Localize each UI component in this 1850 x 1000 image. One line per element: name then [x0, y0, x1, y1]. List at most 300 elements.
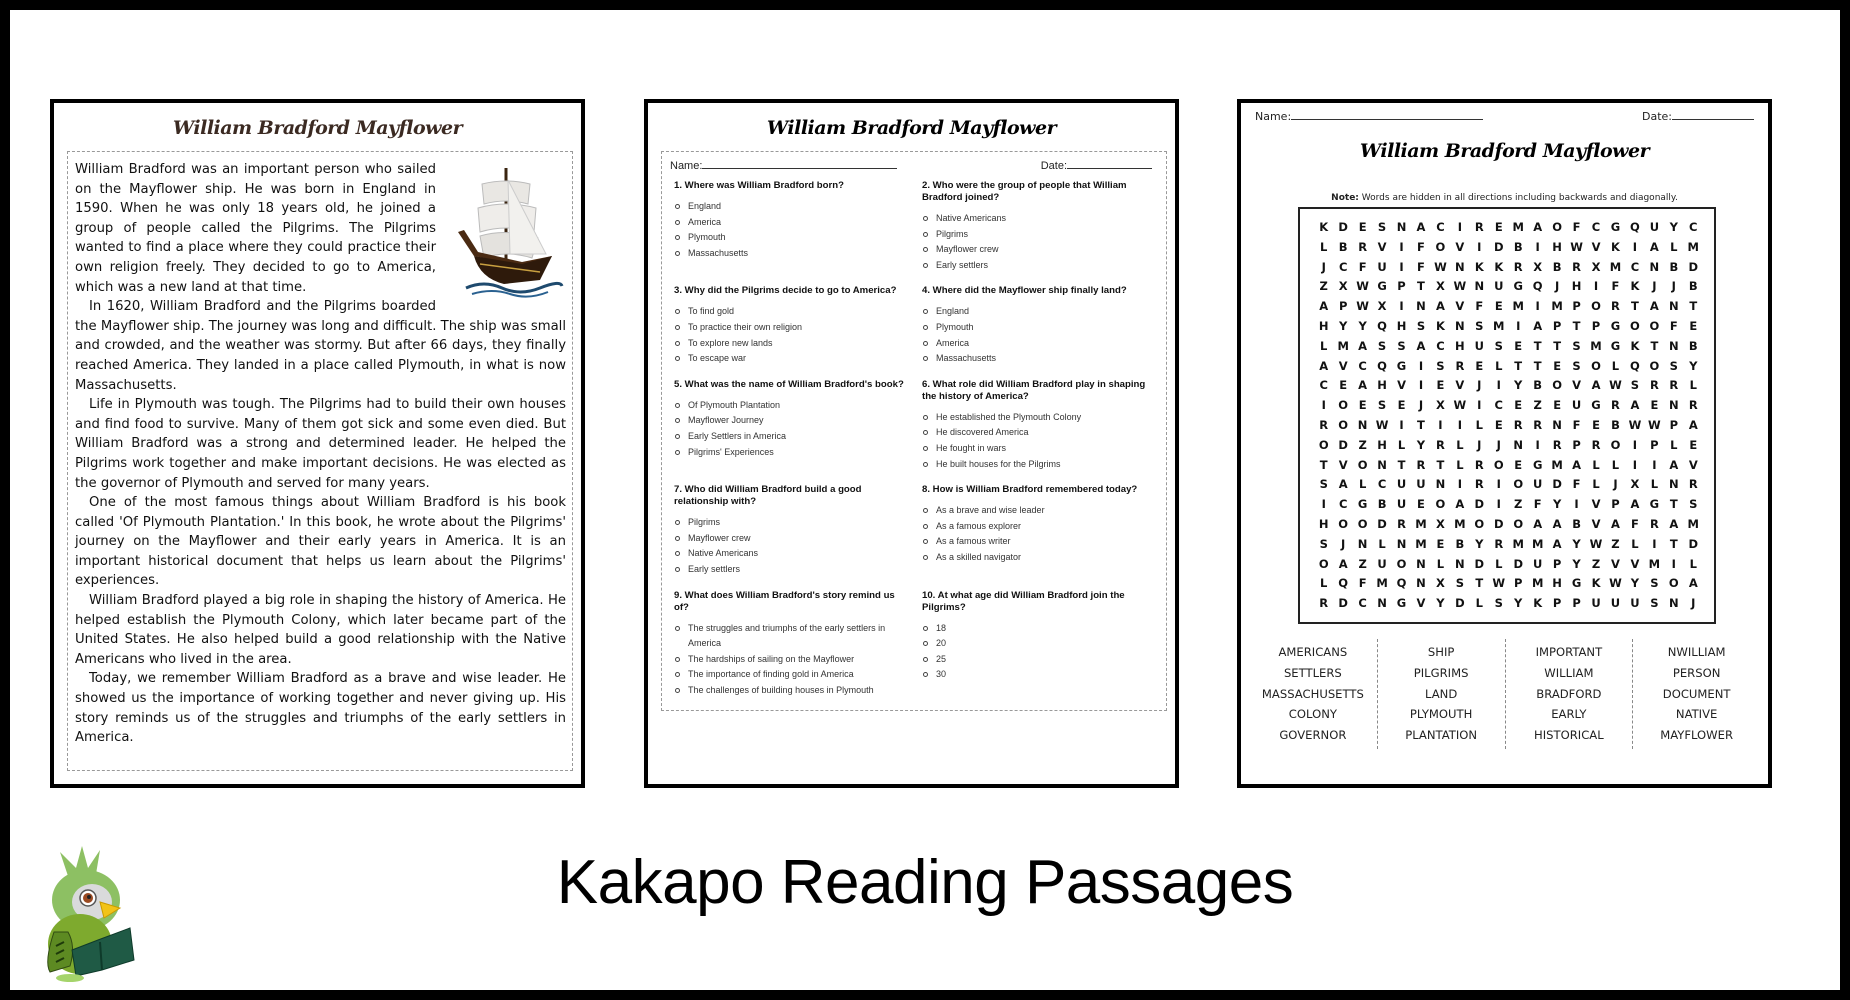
grid-letter[interactable]: G	[1610, 220, 1621, 234]
grid-letter[interactable]: V	[1630, 556, 1640, 571]
grid-letter[interactable]: Y	[1689, 358, 1698, 373]
grid-letter[interactable]: C	[1494, 398, 1503, 413]
grid-letter[interactable]: D	[1474, 497, 1485, 512]
grid-letter[interactable]: T	[1417, 279, 1425, 294]
grid-letter[interactable]: W	[1648, 417, 1661, 432]
answer-option[interactable]: The importance of finding gold in America	[674, 667, 908, 683]
answer-option[interactable]: To explore new lands	[674, 336, 908, 352]
grid-letter[interactable]: E	[1475, 358, 1484, 373]
answer-option[interactable]: Native Americans	[674, 546, 908, 562]
answer-option[interactable]: He discovered America	[922, 425, 1156, 441]
grid-letter[interactable]: W	[1356, 299, 1369, 314]
grid-letter[interactable]: Y	[1552, 497, 1562, 512]
grid-letter[interactable]: V	[1455, 239, 1465, 254]
grid-letter[interactable]: X	[1435, 279, 1445, 294]
grid-letter[interactable]: I	[1418, 378, 1424, 393]
answer-option[interactable]: Mayflower crew	[922, 242, 1156, 258]
grid-letter[interactable]: G	[1591, 398, 1601, 413]
grid-letter[interactable]: I	[1516, 318, 1521, 333]
grid-letter[interactable]: M	[1531, 576, 1544, 591]
grid-letter[interactable]: Y	[1436, 596, 1445, 611]
grid-letter[interactable]: F	[1358, 576, 1367, 591]
grid-letter[interactable]: Z	[1319, 279, 1328, 294]
grid-letter[interactable]: S	[1689, 497, 1698, 512]
answer-option[interactable]: The challenges of building houses in Plymouth	[674, 683, 908, 699]
grid-letter[interactable]: N	[1669, 299, 1679, 314]
grid-letter[interactable]: T	[1475, 576, 1484, 591]
grid-letter[interactable]: L	[1397, 437, 1406, 452]
grid-letter[interactable]: B	[1611, 417, 1620, 432]
grid-letter[interactable]: L	[1475, 417, 1483, 432]
answer-option[interactable]: Early settlers	[674, 562, 908, 578]
date-field[interactable]: Date:	[1642, 109, 1754, 123]
grid-letter[interactable]: A	[1630, 497, 1640, 512]
grid-letter[interactable]: U	[1396, 497, 1407, 512]
grid-letter[interactable]: R	[1474, 457, 1484, 472]
grid-letter[interactable]: C	[1436, 338, 1445, 353]
grid-letter[interactable]: A	[1435, 299, 1445, 314]
grid-letter[interactable]: H	[1318, 516, 1329, 531]
answer-option[interactable]: England	[674, 199, 908, 215]
grid-letter[interactable]: R	[1513, 417, 1523, 432]
grid-letter[interactable]: I	[1535, 437, 1540, 452]
grid-letter[interactable]: O	[1357, 516, 1368, 531]
grid-letter[interactable]: A	[1669, 516, 1679, 531]
grid-letter[interactable]: P	[1669, 417, 1679, 432]
grid-letter[interactable]: I	[1632, 239, 1638, 254]
grid-letter[interactable]: O	[1668, 576, 1679, 591]
grid-letter[interactable]: B	[1513, 239, 1523, 254]
grid-letter[interactable]: M	[1337, 338, 1349, 353]
grid-letter[interactable]: G	[1396, 596, 1407, 611]
grid-letter[interactable]: N	[1357, 417, 1368, 432]
grid-letter[interactable]: M	[1687, 239, 1699, 254]
grid-letter[interactable]: Q	[1377, 318, 1387, 333]
grid-letter[interactable]: M	[1687, 516, 1699, 531]
grid-letter[interactable]: G	[1610, 338, 1621, 353]
answer-option[interactable]: 20	[922, 636, 1156, 652]
grid-letter[interactable]: G	[1649, 497, 1660, 512]
grid-letter[interactable]: L	[1456, 457, 1464, 472]
grid-letter[interactable]: M	[1493, 318, 1505, 333]
grid-letter[interactable]: U	[1649, 220, 1660, 234]
grid-letter[interactable]: A	[1669, 457, 1679, 472]
grid-letter[interactable]: U	[1416, 477, 1426, 492]
grid-letter[interactable]: I	[1574, 497, 1579, 512]
grid-letter[interactable]: U	[1591, 596, 1601, 611]
grid-letter[interactable]: O	[1513, 516, 1524, 531]
grid-letter[interactable]: S	[1630, 378, 1640, 393]
grid-letter[interactable]: I	[1496, 477, 1501, 492]
grid-letter[interactable]: E	[1436, 378, 1445, 393]
grid-letter[interactable]: S	[1475, 318, 1484, 333]
grid-letter[interactable]: T	[1436, 457, 1445, 472]
grid-letter[interactable]: B	[1338, 239, 1348, 254]
grid-letter[interactable]: R	[1494, 536, 1504, 551]
grid-letter[interactable]: K	[1494, 259, 1504, 274]
grid-letter[interactable]: U	[1377, 556, 1387, 571]
grid-letter[interactable]: W	[1570, 239, 1583, 254]
grid-letter[interactable]: J	[1477, 378, 1482, 393]
grid-letter[interactable]: H	[1571, 279, 1582, 294]
grid-letter[interactable]: S	[1377, 398, 1387, 413]
grid-letter[interactable]: E	[1553, 358, 1562, 373]
grid-letter[interactable]: T	[1572, 318, 1581, 333]
grid-letter[interactable]: T	[1630, 299, 1639, 314]
grid-letter[interactable]: T	[1514, 358, 1523, 373]
grid-letter[interactable]: E	[1650, 398, 1659, 413]
grid-letter[interactable]: A	[1455, 497, 1465, 512]
answer-option[interactable]: Pilgrims	[922, 227, 1156, 243]
grid-letter[interactable]: W	[1453, 398, 1467, 413]
grid-letter[interactable]: Q	[1396, 576, 1407, 591]
grid-letter[interactable]: R	[1513, 259, 1523, 274]
grid-letter[interactable]: P	[1397, 279, 1406, 294]
answer-option[interactable]: As a brave and wise leader	[922, 503, 1156, 519]
grid-letter[interactable]: M	[1551, 457, 1563, 472]
grid-letter[interactable]: D	[1338, 437, 1348, 452]
grid-letter[interactable]: C	[1358, 596, 1367, 611]
grid-letter[interactable]: I	[1399, 239, 1404, 254]
grid-letter[interactable]: D	[1494, 516, 1504, 531]
name-field[interactable]: Name:	[1255, 109, 1483, 123]
grid-letter[interactable]: C	[1591, 220, 1601, 234]
grid-letter[interactable]: T	[1417, 417, 1425, 432]
grid-letter[interactable]: B	[1377, 497, 1387, 512]
grid-letter[interactable]: V	[1572, 378, 1582, 393]
answer-option[interactable]: Mayflower Journey	[674, 413, 908, 429]
grid-letter[interactable]: G	[1396, 358, 1407, 373]
grid-letter[interactable]: N	[1455, 556, 1465, 571]
grid-letter[interactable]: X	[1591, 259, 1601, 274]
grid-letter[interactable]: A	[1552, 516, 1562, 531]
grid-letter[interactable]: B	[1552, 259, 1562, 274]
grid-letter[interactable]: L	[1320, 338, 1328, 353]
grid-letter[interactable]: B	[1669, 259, 1679, 274]
grid-letter[interactable]: I	[1652, 536, 1657, 551]
grid-letter[interactable]: Q	[1338, 576, 1349, 591]
grid-letter[interactable]: N	[1396, 220, 1407, 234]
grid-letter[interactable]: V	[1397, 378, 1406, 393]
grid-letter[interactable]: U	[1571, 398, 1582, 413]
grid-letter[interactable]: B	[1533, 378, 1543, 393]
grid-letter[interactable]: T	[1650, 338, 1659, 353]
answer-option[interactable]: 30	[922, 667, 1156, 683]
grid-letter[interactable]: N	[1513, 437, 1524, 452]
grid-letter[interactable]: O	[1591, 358, 1601, 373]
grid-letter[interactable]: Z	[1611, 536, 1620, 551]
grid-letter[interactable]: M	[1512, 220, 1524, 234]
grid-letter[interactable]: L	[1689, 556, 1697, 571]
grid-letter[interactable]: S	[1377, 338, 1387, 353]
grid-letter[interactable]: B	[1688, 338, 1698, 353]
grid-letter[interactable]: G	[1532, 457, 1543, 472]
grid-letter[interactable]: K	[1611, 239, 1620, 254]
grid-letter[interactable]: K	[1474, 259, 1484, 274]
grid-letter[interactable]: N	[1416, 576, 1426, 591]
grid-letter[interactable]: L	[1611, 457, 1620, 472]
grid-letter[interactable]: W	[1609, 378, 1622, 393]
grid-letter[interactable]: P	[1591, 318, 1601, 333]
grid-letter[interactable]: L	[1378, 536, 1386, 551]
grid-letter[interactable]: N	[1416, 556, 1426, 571]
grid-letter[interactable]: L	[1592, 457, 1600, 472]
grid-letter[interactable]: S	[1319, 477, 1328, 492]
grid-letter[interactable]: M	[1590, 338, 1602, 353]
grid-letter[interactable]: X	[1435, 516, 1445, 531]
grid-letter[interactable]: A	[1688, 417, 1698, 432]
grid-letter[interactable]: N	[1357, 536, 1368, 551]
grid-letter[interactable]: A	[1338, 477, 1348, 492]
grid-letter[interactable]: A	[1591, 378, 1601, 393]
grid-letter[interactable]: T	[1689, 299, 1698, 314]
grid-letter[interactable]: N	[1455, 318, 1465, 333]
grid-letter[interactable]: D	[1688, 259, 1699, 274]
grid-letter[interactable]: S	[1397, 338, 1406, 353]
grid-letter[interactable]: G	[1610, 318, 1621, 333]
grid-letter[interactable]: P	[1572, 437, 1581, 452]
grid-letter[interactable]: O	[1513, 477, 1524, 492]
grid-letter[interactable]: V	[1377, 239, 1387, 254]
grid-letter[interactable]: X	[1435, 576, 1445, 591]
grid-letter[interactable]: V	[1591, 239, 1601, 254]
grid-letter[interactable]: A	[1319, 358, 1329, 373]
answer-option[interactable]: Of Plymouth Plantation	[674, 398, 908, 414]
grid-letter[interactable]: A	[1319, 299, 1329, 314]
grid-letter[interactable]: R	[1649, 516, 1659, 531]
answer-option[interactable]: The struggles and triumphs of the early settlers in America	[674, 621, 908, 652]
grid-letter[interactable]: T	[1397, 457, 1406, 472]
grid-letter[interactable]: S	[1494, 338, 1503, 353]
grid-letter[interactable]: H	[1396, 318, 1407, 333]
grid-letter[interactable]: S	[1436, 358, 1445, 373]
grid-letter[interactable]: D	[1474, 556, 1485, 571]
grid-letter[interactable]: Q	[1377, 358, 1387, 373]
grid-letter[interactable]: P	[1552, 596, 1562, 611]
answer-option[interactable]: America	[674, 215, 908, 231]
grid-letter[interactable]: L	[1320, 239, 1328, 254]
grid-letter[interactable]: E	[1339, 378, 1348, 393]
grid-letter[interactable]: J	[1691, 596, 1696, 611]
grid-letter[interactable]: L	[1436, 556, 1445, 571]
grid-letter[interactable]: I	[1496, 378, 1501, 393]
grid-letter[interactable]: C	[1358, 358, 1367, 373]
grid-letter[interactable]: E	[1494, 417, 1503, 432]
grid-letter[interactable]: J	[1321, 259, 1326, 274]
grid-letter[interactable]: B	[1572, 516, 1581, 531]
grid-letter[interactable]: T	[1669, 536, 1678, 551]
grid-letter[interactable]: L	[1689, 378, 1697, 393]
grid-letter[interactable]: R	[1358, 239, 1368, 254]
grid-letter[interactable]: O	[1630, 318, 1640, 333]
grid-letter[interactable]: M	[1609, 259, 1622, 274]
grid-letter[interactable]: A	[1552, 536, 1562, 551]
grid-letter[interactable]: I	[1652, 457, 1657, 472]
grid-letter[interactable]: E	[1514, 457, 1523, 472]
grid-letter[interactable]: H	[1552, 239, 1562, 254]
name-field[interactable]: Name:	[670, 158, 897, 172]
grid-letter[interactable]: A	[1649, 239, 1659, 254]
grid-letter[interactable]: L	[1320, 576, 1328, 591]
grid-letter[interactable]: O	[1318, 437, 1329, 452]
grid-letter[interactable]: E	[1436, 536, 1445, 551]
grid-letter[interactable]: X	[1533, 259, 1543, 274]
grid-letter[interactable]: W	[1453, 279, 1467, 294]
grid-letter[interactable]: A	[1572, 457, 1582, 472]
grid-letter[interactable]: P	[1572, 596, 1581, 611]
grid-letter[interactable]: J	[1652, 279, 1657, 294]
grid-letter[interactable]: A	[1649, 299, 1659, 314]
grid-letter[interactable]: N	[1377, 457, 1387, 472]
grid-letter[interactable]: U	[1474, 338, 1484, 353]
grid-letter[interactable]: S	[1572, 358, 1581, 373]
grid-letter[interactable]: T	[1553, 338, 1562, 353]
grid-letter[interactable]: B	[1455, 536, 1465, 551]
grid-letter[interactable]: O	[1649, 358, 1660, 373]
grid-letter[interactable]: Y	[1572, 536, 1581, 551]
grid-letter[interactable]: J	[1613, 477, 1618, 492]
grid-letter[interactable]: L	[1456, 437, 1464, 452]
grid-letter[interactable]: U	[1630, 596, 1640, 611]
grid-letter[interactable]: A	[1611, 516, 1620, 531]
grid-letter[interactable]: L	[1495, 358, 1503, 373]
grid-letter[interactable]: E	[1553, 398, 1562, 413]
grid-letter[interactable]: U	[1610, 596, 1621, 611]
grid-letter[interactable]: J	[1496, 437, 1501, 452]
grid-letter[interactable]: Y	[1475, 536, 1484, 551]
grid-letter[interactable]: V	[1338, 358, 1348, 373]
answer-option[interactable]: Early settlers	[922, 258, 1156, 274]
answer-option[interactable]: He fought in wars	[922, 441, 1156, 457]
answer-option[interactable]: He built houses for the Pilgrims	[922, 457, 1156, 473]
grid-letter[interactable]: Z	[1533, 398, 1542, 413]
grid-letter[interactable]: F	[1572, 417, 1581, 432]
grid-letter[interactable]: I	[1457, 220, 1462, 234]
grid-letter[interactable]: Y	[1572, 556, 1581, 571]
grid-letter[interactable]: I	[1418, 358, 1424, 373]
grid-letter[interactable]: N	[1435, 477, 1446, 492]
grid-letter[interactable]: C	[1319, 378, 1328, 393]
grid-letter[interactable]: A	[1338, 556, 1348, 571]
grid-letter[interactable]: N	[1669, 398, 1679, 413]
grid-letter[interactable]: O	[1552, 378, 1562, 393]
grid-letter[interactable]: R	[1455, 358, 1465, 373]
grid-letter[interactable]: I	[1632, 437, 1638, 452]
grid-letter[interactable]: B	[1688, 279, 1698, 294]
grid-letter[interactable]: W	[1434, 259, 1447, 274]
grid-letter[interactable]: H	[1552, 576, 1562, 591]
grid-letter[interactable]: C	[1689, 220, 1698, 234]
grid-letter[interactable]: V	[1688, 457, 1698, 472]
grid-letter[interactable]: K	[1533, 596, 1543, 611]
grid-letter[interactable]: S	[1377, 220, 1387, 234]
grid-letter[interactable]: N	[1669, 596, 1679, 611]
grid-letter[interactable]: I	[1321, 497, 1326, 512]
grid-letter[interactable]: H	[1455, 338, 1465, 353]
grid-letter[interactable]: X	[1435, 398, 1445, 413]
grid-letter[interactable]: S	[1416, 318, 1426, 333]
grid-letter[interactable]: I	[1399, 417, 1404, 432]
answer-option[interactable]: 18	[922, 621, 1156, 637]
grid-letter[interactable]: O	[1591, 299, 1601, 314]
grid-letter[interactable]: I	[1321, 398, 1326, 413]
grid-letter[interactable]: S	[1650, 596, 1659, 611]
grid-letter[interactable]: V	[1611, 556, 1620, 571]
grid-letter[interactable]: S	[1455, 576, 1465, 591]
grid-letter[interactable]: F	[1611, 279, 1620, 294]
answer-option[interactable]: As a skilled navigator	[922, 550, 1156, 566]
grid-letter[interactable]: G	[1377, 279, 1387, 294]
grid-letter[interactable]: N	[1377, 596, 1387, 611]
grid-letter[interactable]: H	[1318, 318, 1329, 333]
grid-letter[interactable]: R	[1474, 477, 1484, 492]
grid-letter[interactable]: R	[1319, 417, 1329, 432]
answer-option[interactable]: The hardships of sailing on the Mayflower	[674, 652, 908, 668]
grid-letter[interactable]: P	[1611, 497, 1620, 512]
grid-letter[interactable]: R	[1435, 437, 1445, 452]
grid-letter[interactable]: O	[1318, 556, 1329, 571]
grid-letter[interactable]: U	[1494, 279, 1504, 294]
grid-letter[interactable]: J	[1554, 279, 1560, 294]
grid-letter[interactable]: O	[1435, 239, 1446, 254]
grid-letter[interactable]: M	[1415, 516, 1427, 531]
grid-letter[interactable]: S	[1572, 338, 1581, 353]
grid-letter[interactable]: L	[1592, 477, 1600, 492]
grid-letter[interactable]: E	[1514, 338, 1523, 353]
grid-letter[interactable]: E	[1494, 299, 1503, 314]
grid-letter[interactable]: V	[1455, 299, 1465, 314]
grid-letter[interactable]: W	[1628, 417, 1642, 432]
answer-option[interactable]: As a famous explorer	[922, 519, 1156, 535]
grid-letter[interactable]: C	[1377, 477, 1387, 492]
grid-letter[interactable]: A	[1358, 338, 1368, 353]
grid-letter[interactable]: Y	[1416, 437, 1426, 452]
grid-letter[interactable]: M	[1648, 556, 1661, 571]
grid-letter[interactable]: E	[1397, 398, 1406, 413]
grid-letter[interactable]: L	[1475, 596, 1483, 611]
grid-letter[interactable]: R	[1611, 299, 1620, 314]
grid-letter[interactable]: C	[1436, 220, 1445, 234]
grid-letter[interactable]: I	[1457, 417, 1462, 432]
grid-letter[interactable]: Z	[1358, 437, 1367, 452]
answer-option[interactable]: England	[922, 304, 1156, 320]
grid-letter[interactable]: M	[1551, 299, 1563, 314]
grid-letter[interactable]: I	[1457, 477, 1462, 492]
grid-letter[interactable]: J	[1418, 398, 1424, 413]
grid-letter[interactable]: D	[1338, 596, 1348, 611]
grid-letter[interactable]: N	[1669, 477, 1679, 492]
grid-letter[interactable]: G	[1571, 576, 1582, 591]
answer-option[interactable]: Pilgrims	[674, 515, 908, 531]
grid-letter[interactable]: R	[1591, 437, 1601, 452]
grid-letter[interactable]: L	[1650, 477, 1659, 492]
grid-letter[interactable]: F	[1630, 516, 1639, 531]
date-field[interactable]: Date:	[1041, 158, 1152, 172]
grid-letter[interactable]: K	[1319, 220, 1329, 234]
grid-letter[interactable]: Q	[1532, 279, 1543, 294]
grid-letter[interactable]: H	[1377, 437, 1387, 452]
grid-letter[interactable]: L	[1495, 556, 1503, 571]
grid-letter[interactable]: M	[1512, 299, 1524, 314]
grid-letter[interactable]: R	[1319, 596, 1329, 611]
grid-letter[interactable]: L	[1670, 239, 1678, 254]
grid-letter[interactable]: K	[1630, 279, 1640, 294]
answer-option[interactable]: Plymouth	[674, 230, 908, 246]
grid-letter[interactable]: I	[1399, 299, 1404, 314]
grid-letter[interactable]: D	[1455, 596, 1465, 611]
grid-letter[interactable]: F	[1417, 259, 1425, 274]
answer-option[interactable]: Early Settlers in America	[674, 429, 908, 445]
